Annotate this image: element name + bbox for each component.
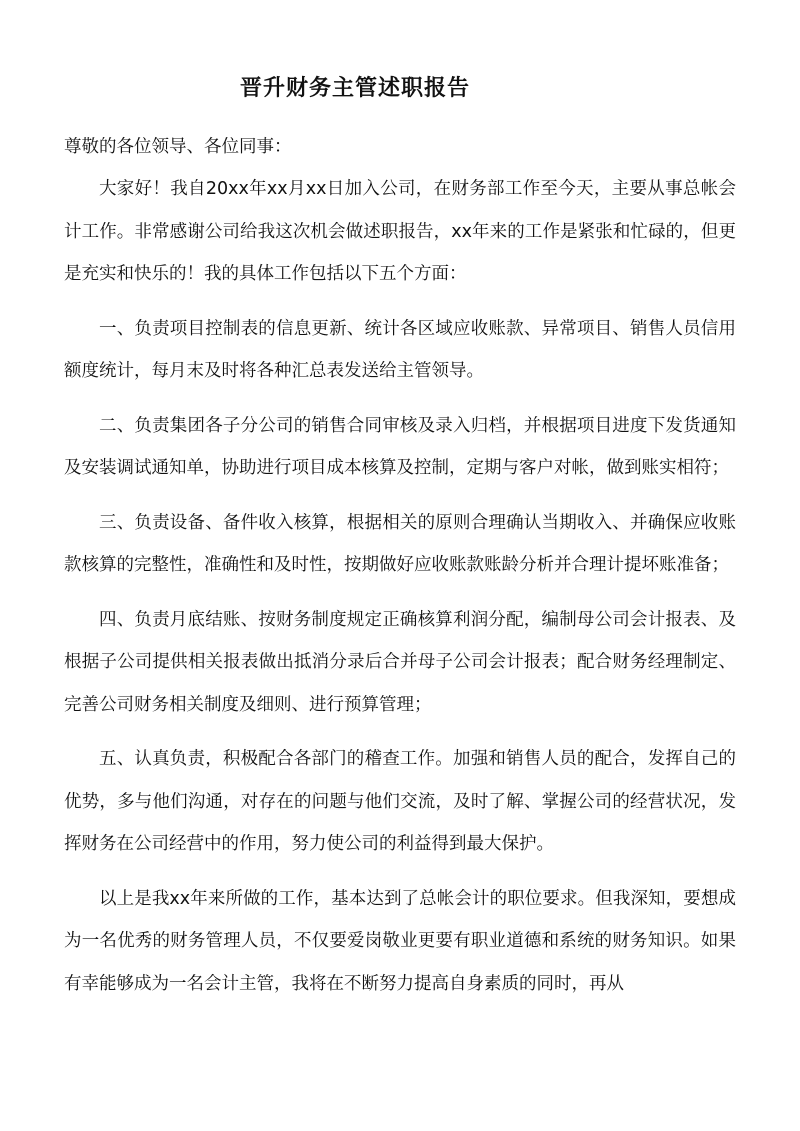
paragraph-item-2: 二、负责集团各子分公司的销售合同审核及录入归档，并根据项目进度下发货通知及安装调试通知单，协助进行项目成本核算及控制，定期与客户对帐，做到账实相符； — [64, 415, 736, 478]
paragraph-item-4: 四、负责月底结账、按财务制度规定正确核算利润分配，编制母公司会计报表、及根据子公司提供相关报表做出抵消分录后合并母子公司会计报表；配合财务经理制定、完善公司财务相关制度及细则、进行预算管理； — [64, 609, 736, 715]
paragraph-intro: 大家好！我自20xx年xx月xx日加入公司，在财务部工作至今天，主要从事总帐会计工作。非常感谢公司给我这次机会做述职报告，xx年来的工作是紧张和忙碌的，但更是充实和快乐的！我的具体工作包括以下五个方面： — [64, 179, 736, 284]
paragraph-item-1: 一、负责项目控制表的信息更新、统计各区域应收账款、异常项目、销售人员信用额度统计，每月末及时将各种汇总表发送给主管领导。 — [64, 318, 736, 381]
salutation: 尊敬的各位领导、各位同事： — [64, 137, 292, 157]
paragraph-item-5: 五、认真负责，积极配合各部门的稽查工作。加强和销售人员的配合，发挥自己的优势，多与他们沟通，对存在的问题与他们交流，及时了解、掌握公司的经营状况，发挥财务在公司经营中的作用，努力使公司的利益得到最大保护。 — [64, 749, 736, 854]
paragraph-summary: 以上是我xx年来所做的工作，基本达到了总帐会计的职位要求。但我深知，要想成为一名优秀的财务管理人员，不仅要爱岗敬业更要有职业道德和系统的财务知识。如果有幸能够成为一名会计主管，我将在不断努力提高自身素质的同时，再从 — [64, 888, 736, 994]
document-body — [64, 126, 736, 1017]
paragraph-item-3: 三、负责设备、备件收入核算，根据相关的原则合理确认当期收入、并确保应收账款核算的完整性，准确性和及时性，按期做好应收账款账龄分析并合理计提坏账准备； — [64, 512, 736, 575]
document-title: 晋升财务主管述职报告 — [239, 76, 470, 101]
